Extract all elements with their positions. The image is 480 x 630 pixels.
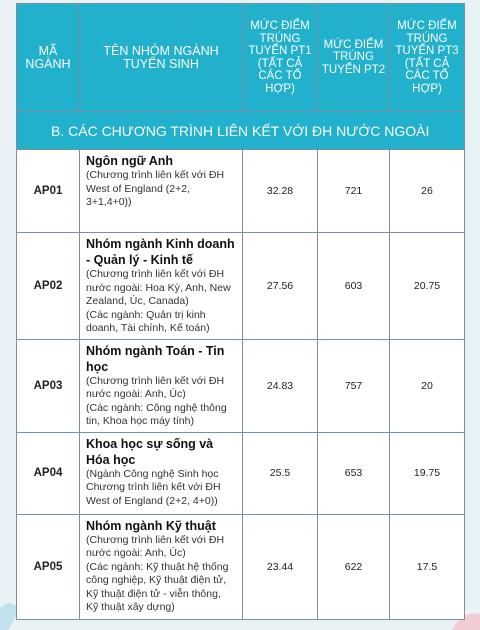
program-detail-line: doanh, Tài chính, Kế toán) (86, 322, 210, 334)
program-code: AP01 (17, 150, 80, 233)
score-pt3: 17.5 (390, 514, 465, 619)
score-pt2: 757 (318, 339, 390, 432)
header-name: TÊN NHÓM NGÀNH TUYỂN SINH (80, 4, 243, 112)
program-detail-line: nước ngoài: Anh, Úc) (86, 388, 186, 400)
program-detail-line: 3+1,4+0)) (86, 196, 132, 208)
table-row (17, 150, 465, 233)
score-pt3: 26 (390, 150, 465, 233)
score-pt2: 603 (318, 233, 390, 340)
program-detail-line: (Ngành Công nghệ Sinh học (86, 467, 219, 480)
program-detail-line: (Chương trình liên kết với ĐH (86, 374, 225, 387)
section-title: B. CÁC CHƯƠNG TRÌNH LIÊN KẾT VỚI ĐH NƯỚC NGOÀI (17, 112, 465, 150)
program-detail-line: Chương trình liên kết với ĐH (86, 481, 221, 493)
program-detail-line: West of England (2+2, 4+0)) (86, 494, 218, 507)
program-name-cell (80, 233, 243, 340)
header-pt1: MỨC ĐIỂM TRÚNG TUYỂN PT1 (TẤT CẢ CÁC TỔ HỢP) (243, 4, 318, 112)
score-pt1: 23.44 (243, 514, 318, 619)
score-pt2: 653 (318, 432, 390, 514)
score-pt3: 20.75 (390, 233, 465, 340)
program-name-cell (80, 514, 243, 619)
table-row (17, 432, 465, 514)
program-code: AP05 (17, 514, 80, 619)
program-detail-line: (Các ngành: Quản trị kinh (86, 308, 206, 321)
table-header-row (17, 4, 465, 112)
score-pt1: 25.5 (243, 432, 318, 514)
header-code: MÃ NGÀNH (17, 4, 80, 112)
score-pt3: 20 (390, 339, 465, 432)
table-row (17, 514, 465, 619)
header-pt2: MỨC ĐIỂM TRÚNG TUYỂN PT2 (318, 4, 390, 112)
program-code: AP03 (17, 339, 80, 432)
table-row (17, 339, 465, 432)
program-title: Ngôn ngữ Anh (86, 154, 174, 168)
program-detail-line: tin, Khoa học máy tính) (86, 415, 194, 427)
program-code: AP04 (17, 432, 80, 514)
program-detail-line: Kỹ thuật xây dựng) (86, 601, 175, 613)
program-title: Nhóm ngành Kỹ thuật (86, 518, 216, 533)
program-detail-line: (Các ngành: Công nghệ thông (86, 401, 227, 414)
program-detail-line: nước ngoài: Hoa Kỳ, Anh, New (86, 281, 231, 294)
program-detail-line: công nghiệp, Kỹ thuật điện tử, (86, 574, 227, 586)
program-detail-line: (Chương trình liên kết với ĐH (86, 533, 225, 546)
program-title: Khoa học sự sống và Hóa học (86, 436, 214, 467)
score-pt2: 622 (318, 514, 390, 619)
score-pt2: 721 (318, 150, 390, 233)
program-detail-line: Kỹ thuật điện tử - viễn thông, (86, 587, 221, 600)
program-detail-line: (Chương trình liên kết với ĐH (86, 268, 225, 280)
program-name-cell (80, 150, 243, 233)
score-pt3: 19.75 (390, 432, 465, 514)
program-detail-line: (Các ngành: Kỹ thuật hệ thống (86, 560, 229, 573)
score-pt1: 27.56 (243, 233, 318, 340)
admission-score-table (16, 3, 465, 620)
program-detail-line: West of England (2+2, (86, 182, 190, 195)
score-pt1: 32.28 (243, 150, 318, 233)
program-title: Nhóm ngành Kinh doanh - Quản lý - Kinh tế (86, 237, 235, 267)
program-name-cell (80, 339, 243, 432)
score-pt1: 24.83 (243, 339, 318, 432)
program-title: Nhóm ngành Toán - Tin học (86, 343, 225, 374)
table-row (17, 233, 465, 340)
section-row (17, 112, 465, 150)
program-detail-line: (Chương trình liên kết với ĐH (86, 169, 225, 181)
program-detail-line: nước ngoài: Anh, Úc) (86, 547, 186, 559)
program-name-cell (80, 432, 243, 514)
program-code: AP02 (17, 233, 80, 340)
header-pt3: MỨC ĐIỂM TRÚNG TUYỂN PT3 (TẤT CẢ CÁC TỔ HỢP) (390, 4, 465, 112)
program-detail-line: Zealand, Úc, Canada) (86, 295, 189, 307)
